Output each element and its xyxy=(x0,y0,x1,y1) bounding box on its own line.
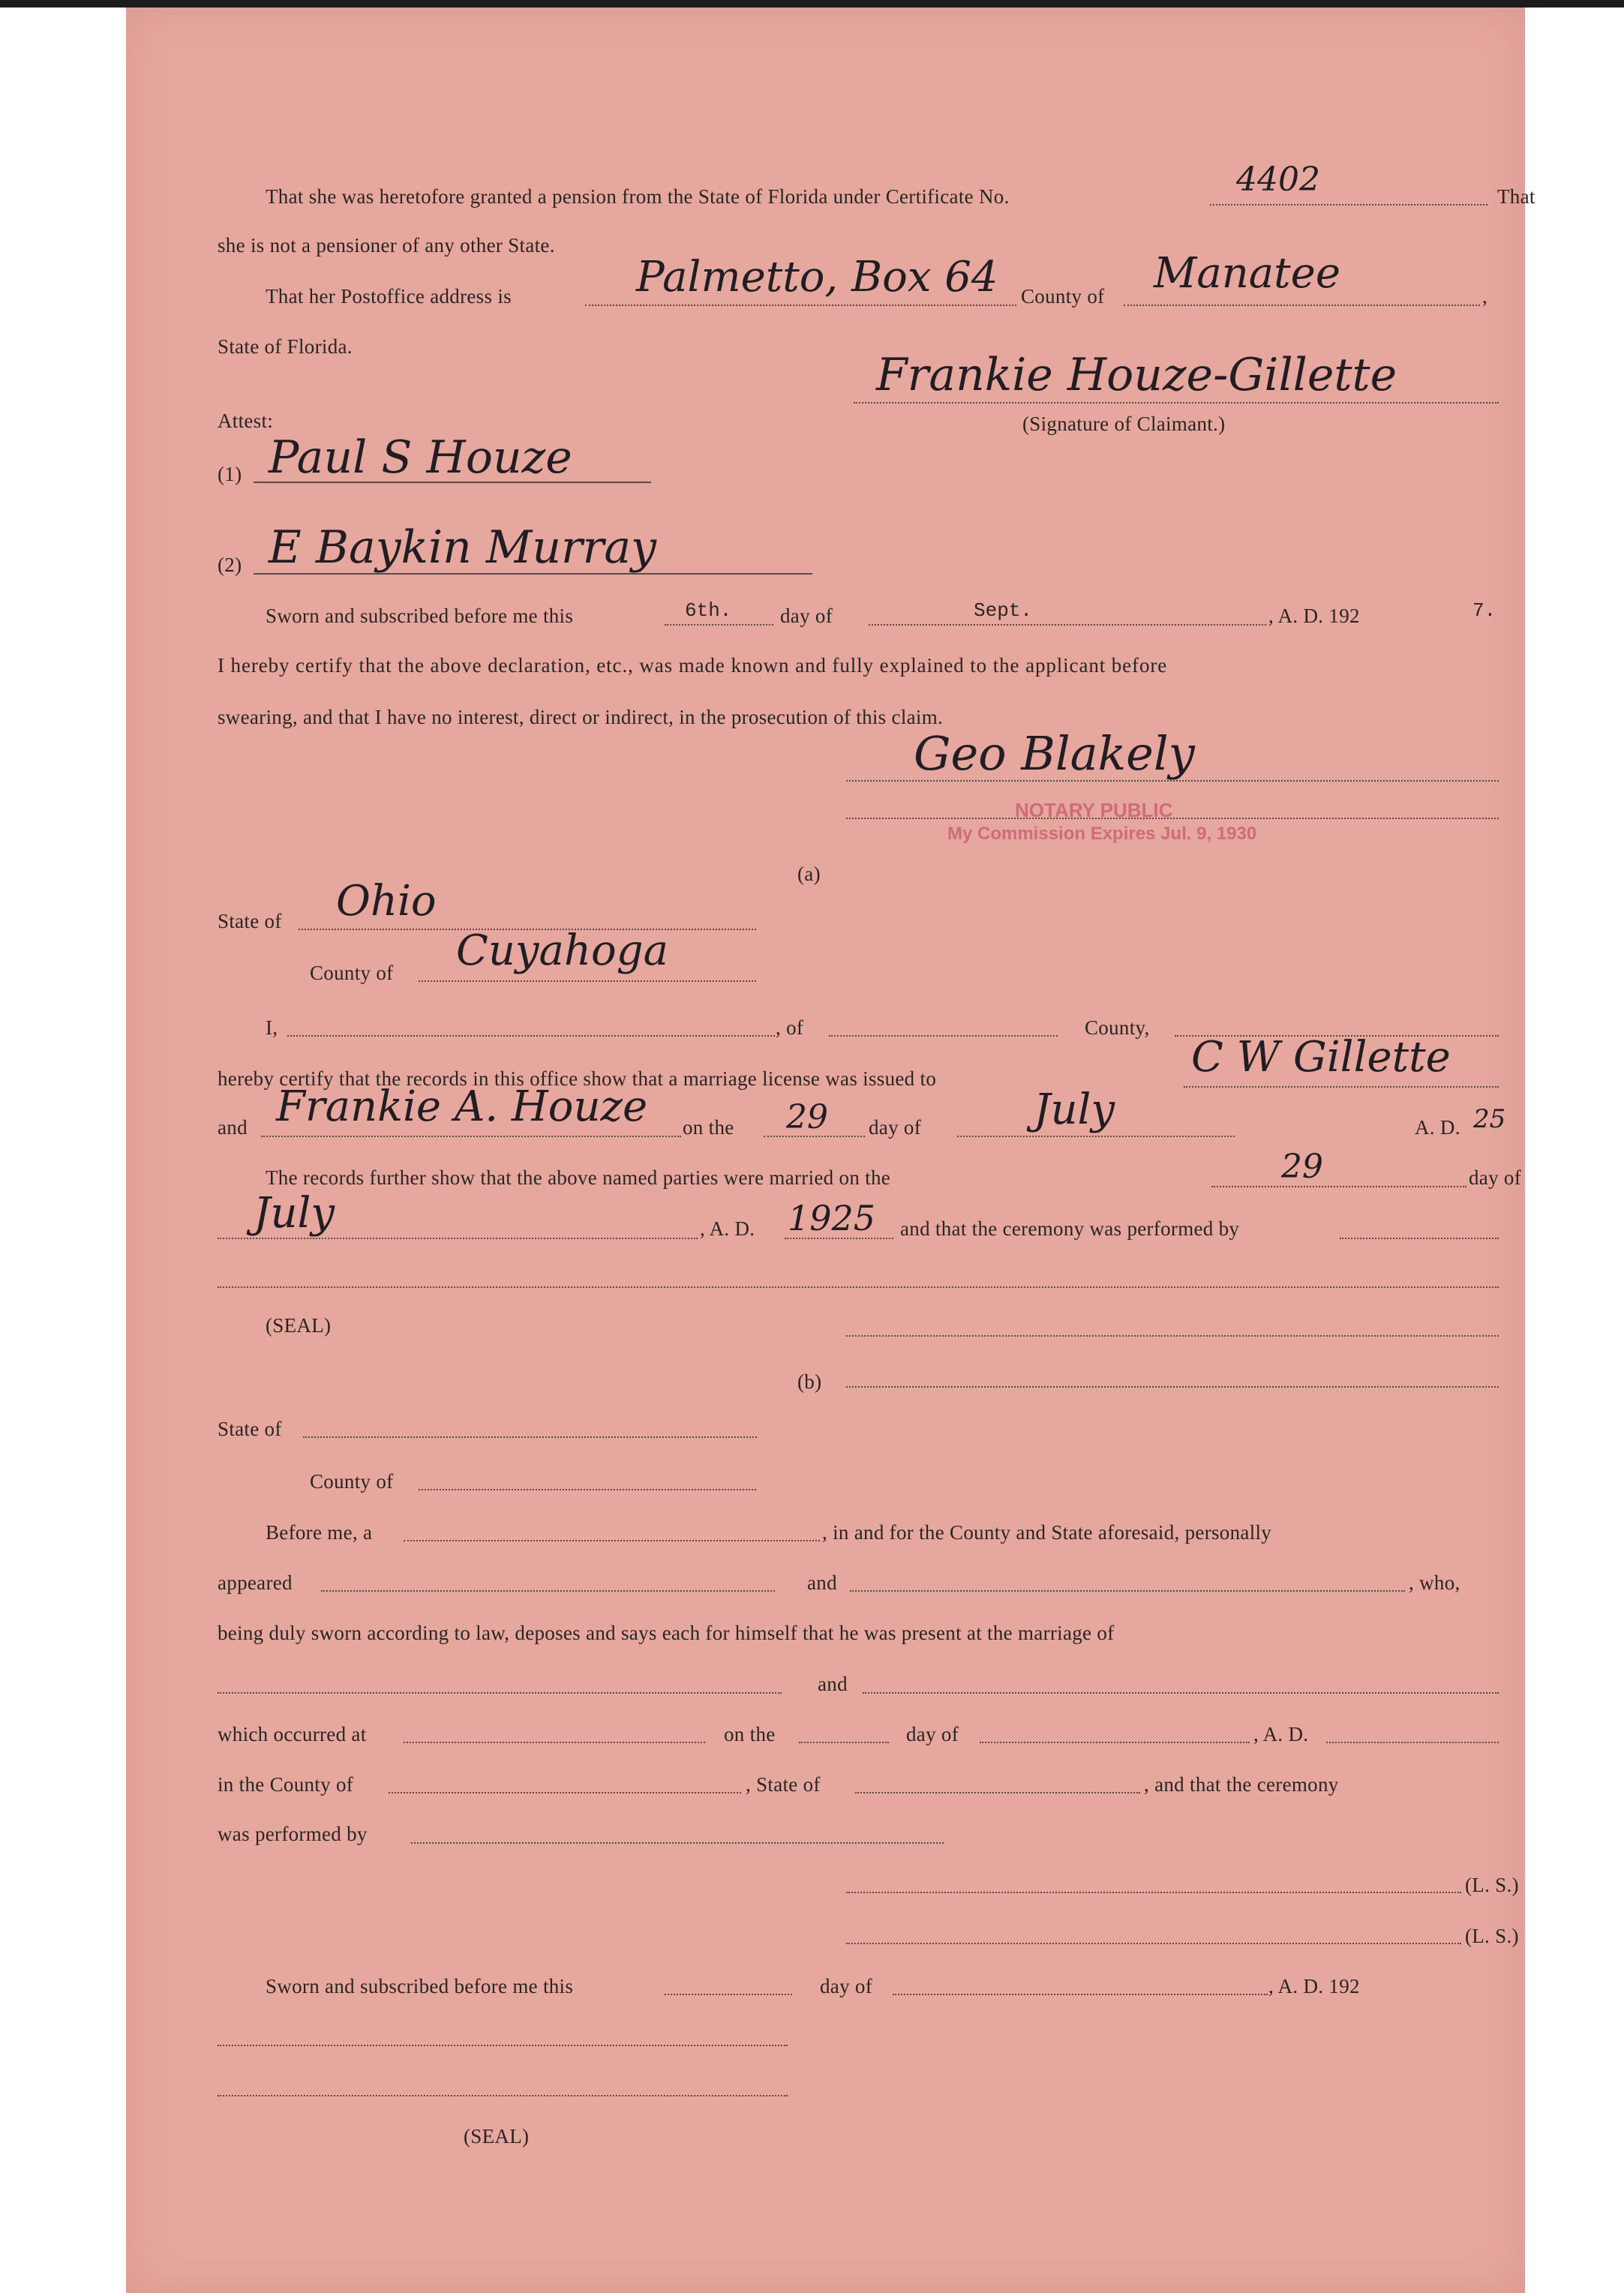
sworn-day-of: day of xyxy=(780,605,833,627)
b-occurred-at: which occurred at xyxy=(218,1723,367,1745)
sworn-month-value: Sept. xyxy=(974,599,1033,622)
b-sworn-month-line xyxy=(893,1994,1268,1995)
b-sworn-day-line xyxy=(665,1994,792,1995)
a-ceremony-line xyxy=(1340,1238,1499,1239)
b-witness1-line xyxy=(321,1590,775,1592)
a-day-of: day of xyxy=(869,1116,922,1139)
postoffice-line xyxy=(585,305,1016,306)
witness1-number: (1) xyxy=(218,463,242,485)
b-seal: (SEAL) xyxy=(464,2125,530,2147)
a-county-label: County of xyxy=(310,962,394,984)
that-word: That xyxy=(1497,185,1535,208)
b-ls2: (L. S.) xyxy=(1465,1925,1519,1947)
a-of-line xyxy=(829,1035,1058,1037)
a-official-line2 xyxy=(846,1386,1499,1388)
a-lic-day-value: 29 xyxy=(786,1098,828,1136)
b-state2-line xyxy=(855,1792,1140,1793)
b-who: , who, xyxy=(1409,1571,1460,1594)
b-month-line xyxy=(980,1742,1250,1743)
a-groom-value: C W Gillette xyxy=(1191,1033,1451,1082)
witness1-line xyxy=(254,482,651,483)
b-official-sig-line xyxy=(218,2045,788,2046)
witness2-number: (2) xyxy=(218,554,242,576)
a-on-the: on the xyxy=(683,1116,734,1139)
certify-line1: I hereby certify that the above declaration, etc., was made known and fully explained to the applicant before xyxy=(218,654,1168,677)
scanner-edge xyxy=(0,0,1624,8)
claimant-signature-label: (Signature of Claimant.) xyxy=(1022,413,1226,435)
a-married-day-line xyxy=(1211,1186,1466,1187)
b-place-line xyxy=(404,1742,705,1743)
notary-stamp-expiry: My Commission Expires Jul. 9, 1930 xyxy=(947,824,1257,844)
b-ls1-line xyxy=(846,1892,1461,1893)
b-state-of: , State of xyxy=(746,1773,821,1796)
postoffice-value: Palmetto, Box 64 xyxy=(636,253,998,302)
a-name-line xyxy=(287,1035,775,1037)
sworn-year: 7. xyxy=(1472,599,1496,622)
witness2-signature: E Baykin Murray xyxy=(269,521,657,574)
witness2-line xyxy=(254,573,812,575)
postoffice-label: That her Postoffice address is xyxy=(266,285,512,308)
a-state-label: State of xyxy=(218,910,282,932)
official-title-line xyxy=(846,818,1499,819)
certificate-line: That she was heretofore granted a pension from the State of Florida under Certificate No. xyxy=(266,185,1010,208)
b-day-of: day of xyxy=(906,1723,959,1745)
b-county2-line xyxy=(389,1792,741,1793)
witness1-signature: Paul S Houze xyxy=(269,431,572,484)
section-b-marker: (b) xyxy=(797,1370,822,1393)
b-witness2-line xyxy=(850,1590,1405,1592)
sworn-day-value: 6th. xyxy=(685,599,732,622)
official-signature: Geo Blakely xyxy=(914,726,1195,781)
section-a-marker: (a) xyxy=(797,863,821,885)
b-county-label: County of xyxy=(310,1470,394,1493)
a-lic-month-value: July xyxy=(1034,1085,1115,1134)
b-on-the: on the xyxy=(724,1723,776,1745)
a-groom-line xyxy=(1184,1086,1499,1088)
a-official-line xyxy=(846,1335,1499,1337)
b-state-label: State of xyxy=(218,1418,282,1440)
a-county-value: Cuyahoga xyxy=(456,926,668,975)
official-signature-line xyxy=(846,780,1499,782)
b-official-line xyxy=(404,1540,820,1541)
b-sworn-text: Sworn and subscribed before me this xyxy=(266,1975,574,1997)
a-married-year-value: 1925 xyxy=(788,1198,876,1238)
b-sworn-ad: , A. D. 192 xyxy=(1268,1975,1360,1997)
a-seal: (SEAL) xyxy=(266,1314,332,1337)
sworn-ad: , A. D. 192 xyxy=(1268,605,1360,627)
b-party2-line xyxy=(863,1692,1499,1694)
a-lic-year-value: 25 xyxy=(1473,1104,1506,1134)
b-state-line xyxy=(303,1436,757,1438)
b-in-and-for: , in and for the County and State aforesaid, personally xyxy=(822,1521,1272,1544)
b-and2: and xyxy=(818,1673,848,1695)
a-records-text: The records further show that the above named parties were married on the xyxy=(266,1166,891,1189)
a-ceremony-line2 xyxy=(218,1286,1499,1288)
a-ad: A. D. xyxy=(1415,1116,1460,1139)
sworn-day-line xyxy=(665,624,773,626)
b-party1-line xyxy=(218,1692,782,1694)
county-line xyxy=(1124,305,1480,306)
a-ad2: , A. D. xyxy=(700,1217,755,1240)
notary-stamp-title: NOTARY PUBLIC xyxy=(1015,799,1173,821)
cert-no-value: 4402 xyxy=(1236,161,1320,199)
claimant-signature-line xyxy=(854,402,1499,404)
claimant-signature: Frankie Houze-Gillette xyxy=(876,349,1397,401)
b-appeared: appeared xyxy=(218,1571,293,1594)
a-county-comma: County, xyxy=(1085,1016,1150,1039)
a-i-label: I, xyxy=(266,1016,278,1039)
b-performed-by: was performed by xyxy=(218,1823,368,1845)
a-and-label: and xyxy=(218,1116,248,1139)
b-official-title-line xyxy=(218,2095,788,2096)
b-ad: , A. D. xyxy=(1253,1723,1309,1745)
b-in-county: in the County of xyxy=(218,1773,354,1796)
b-day-line xyxy=(799,1742,889,1743)
pension-form-page xyxy=(126,8,1535,2293)
b-ls2-line xyxy=(846,1943,1461,1944)
b-duly-sworn: being duly sworn according to law, deposes and says each for himself that he was present at the marriage of xyxy=(218,1622,1115,1644)
state-florida: State of Florida. xyxy=(218,335,353,358)
a-bride-value: Frankie A. Houze xyxy=(276,1082,648,1131)
county-comma: , xyxy=(1482,285,1488,308)
a-of-label: , of xyxy=(776,1016,804,1039)
b-performed-line xyxy=(411,1842,944,1844)
b-and: and xyxy=(807,1571,837,1594)
a-county-line xyxy=(419,980,756,982)
a-married-month-line xyxy=(218,1238,698,1239)
attest-label: Attest: xyxy=(218,410,274,432)
a-married-month-value: July xyxy=(254,1189,335,1238)
a-state-value: Ohio xyxy=(336,877,437,926)
b-ceremony: , and that the ceremony xyxy=(1144,1773,1339,1796)
cert-no-line xyxy=(1210,204,1487,206)
county-value: Manatee xyxy=(1154,249,1340,298)
b-before-me: Before me, a xyxy=(266,1521,373,1544)
a-day-of2: day of xyxy=(1469,1166,1522,1189)
a-ceremony-text: and that the ceremony was performed by xyxy=(900,1217,1240,1240)
county-label: County of xyxy=(1021,285,1105,308)
a-married-day-value: 29 xyxy=(1281,1148,1323,1186)
not-pensioner-line: she is not a pensioner of any other State. xyxy=(218,234,555,257)
b-county-line xyxy=(419,1489,756,1490)
a-lic-month-line xyxy=(957,1136,1235,1137)
a-bride-line xyxy=(261,1136,681,1137)
certify-line2: swearing, and that I have no interest, direct or indirect, in the prosecution of this claim. xyxy=(218,706,944,728)
sworn-month-line xyxy=(869,624,1266,626)
b-year-line xyxy=(1326,1742,1499,1743)
b-sworn-day-of: day of xyxy=(820,1975,873,1997)
sworn-text: Sworn and subscribed before me this xyxy=(266,605,574,627)
a-license-text: hereby certify that the records in this office show that a marriage license was issued to xyxy=(218,1067,937,1090)
b-ls1: (L. S.) xyxy=(1465,1874,1519,1896)
